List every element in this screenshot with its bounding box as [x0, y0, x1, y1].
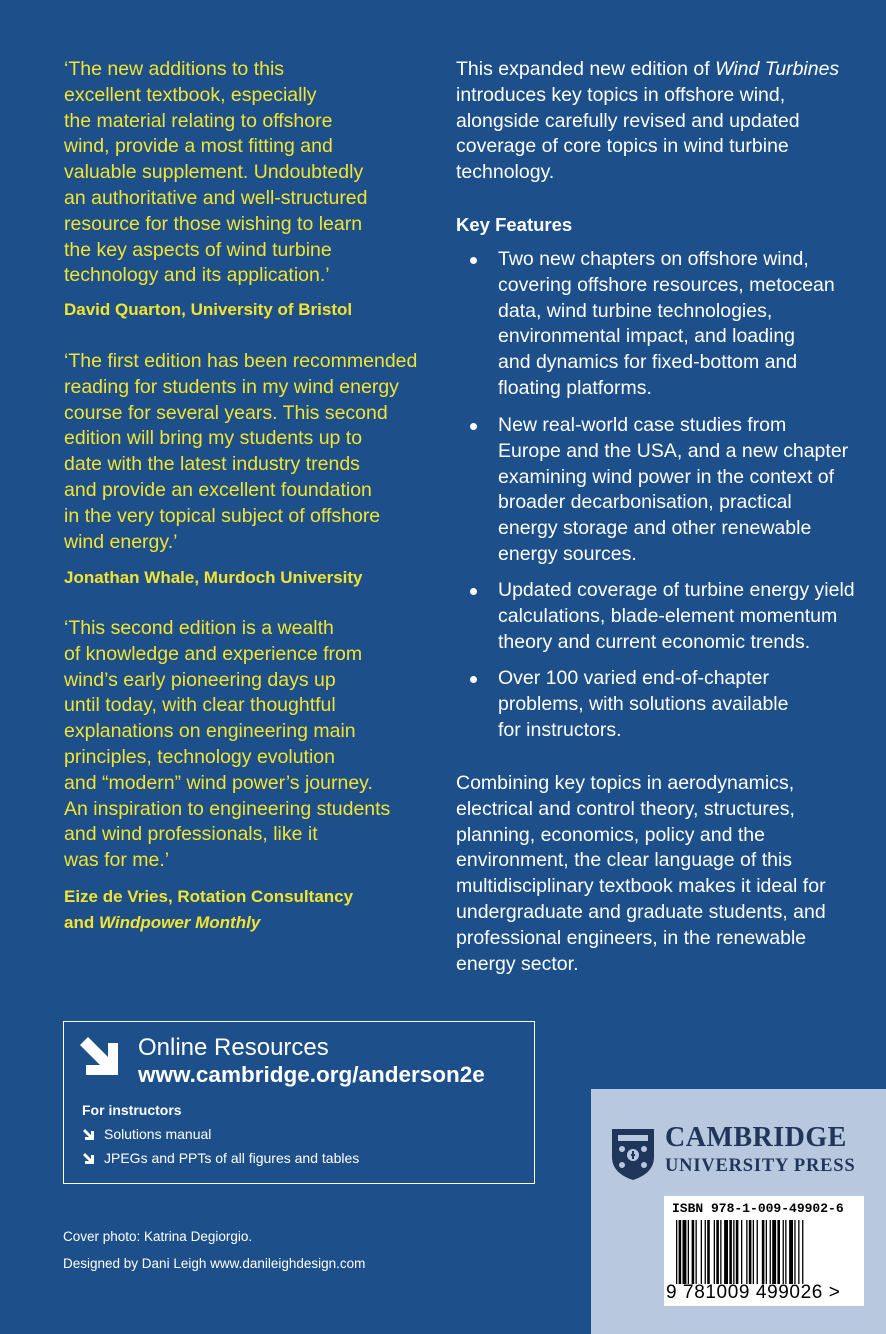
feature-line: data, wind turbine technologies,: [498, 299, 773, 322]
feature-line: calculations, blade-element momentum: [498, 604, 838, 627]
quote-line: valuable supplement. Undoubtedly: [64, 161, 364, 184]
intro-line: coverage of core topics in wind turbine: [456, 135, 789, 158]
quote-line: the key aspects of wind turbine: [64, 238, 332, 261]
arrow-down-right-icon: [82, 1152, 96, 1166]
resource-item: [82, 1150, 359, 1166]
isbn-text: ISBN 978-1-009-49902-6: [672, 1201, 844, 1216]
closing-line: multidisciplinary textbook makes it ideal for: [456, 875, 826, 898]
book-title: Wind Turbines: [715, 58, 840, 80]
quote-line: ‘The first edition has been recommended: [64, 350, 418, 372]
closing-line: energy sector.: [456, 952, 579, 975]
feature-text: [498, 666, 788, 743]
quote-line: technology and its application.’: [64, 264, 330, 287]
quote-2: [64, 349, 417, 555]
quote-2-attribution: Jonathan Whale, Murdoch University: [64, 568, 363, 587]
intro-line: alongside carefully revised and updated: [456, 109, 800, 132]
closing-paragraph: [456, 771, 826, 977]
closing-line: Combining key topics in aerodynamics,: [456, 772, 795, 794]
resources-url-link[interactable]: www.cambridge.org/anderson2e: [138, 1062, 485, 1087]
intro-prefix: This expanded new edition of: [456, 58, 716, 80]
arrow-down-right-icon: [82, 1128, 96, 1142]
attribution-line: Eize de Vries, Rotation Consultancy: [64, 887, 354, 906]
quote-line: and provide an excellent foundation: [64, 478, 372, 501]
quote-line: wind energy.’: [64, 530, 178, 553]
closing-line: planning, economics, policy and the: [456, 823, 765, 846]
quote-line: explanations on engineering main: [64, 720, 356, 743]
feature-line: energy storage and other renewable: [498, 517, 812, 540]
quote-line: date with the latest industry trends: [64, 453, 360, 476]
quote-line: wind, provide a most fitting and: [64, 135, 333, 158]
intro-line: introduces key topics in offshore wind,: [456, 83, 786, 106]
feature-line: and dynamics for fixed-bottom and: [498, 351, 798, 374]
feature-line: energy sources.: [498, 542, 637, 565]
feature-line: floating platforms.: [498, 376, 652, 399]
quote-line: and “modern” wind power’s journey.: [64, 771, 373, 794]
bullet-icon: [470, 676, 477, 683]
quote-line: principles, technology evolution: [64, 745, 336, 768]
feature-line: environmental impact, and loading: [498, 325, 796, 348]
magazine-title: Windpower Monthly: [98, 912, 261, 932]
quote-line: course for several years. This second: [64, 401, 388, 424]
cover-photo-credit: Cover photo: Katrina Degiorgio.: [63, 1229, 253, 1244]
feature-line: New real-world case studies from: [498, 414, 787, 436]
arrow-down-right-icon: [76, 1033, 124, 1081]
feature-line: problems, with solutions available: [498, 692, 789, 715]
feature-line: examining wind power in the context of: [498, 465, 835, 488]
feature-line: covering offshore resources, metocean: [498, 273, 835, 296]
quote-line: ‘The new additions to this: [64, 58, 285, 80]
quote-line: until today, with clear thoughtful: [64, 694, 336, 717]
resource-item-label: JPEGs and PPTs of all figures and tables: [104, 1150, 360, 1166]
quote-line: wind’s early pioneering days up: [64, 668, 336, 691]
bullet-icon: [470, 423, 477, 430]
quote-line: the material relating to offshore: [64, 109, 333, 132]
ean-number: 9 781009 499026 >: [666, 1282, 841, 1303]
publisher-name: CAMBRIDGE: [665, 1122, 847, 1153]
feature-line: for instructors.: [498, 718, 622, 741]
quote-line: edition will bring my students up to: [64, 427, 363, 450]
quote-line: in the very topical subject of offshore: [64, 504, 381, 527]
quote-line: excellent textbook, especially: [64, 83, 317, 106]
quote-line: reading for students in my wind energy: [64, 375, 399, 398]
feature-text: [498, 578, 855, 655]
attribution-prefix: and: [64, 912, 99, 932]
quote-line: ‘This second edition is a wealth: [64, 617, 334, 639]
feature-line: theory and current economic trends.: [498, 630, 811, 653]
closing-line: environment, the clear language of this: [456, 849, 793, 872]
closing-line: undergraduate and graduate students, and: [456, 900, 826, 923]
feature-text: [498, 247, 835, 402]
bullet-icon: [470, 588, 477, 595]
closing-line: professional engineers, in the renewable: [456, 926, 807, 949]
online-resources-box: [63, 1021, 535, 1184]
quote-line: An inspiration to engineering students: [64, 797, 391, 820]
barcode-icon: [676, 1220, 856, 1284]
intro-paragraph: [456, 57, 839, 186]
quote-1-attribution: David Quarton, University of Bristol: [64, 300, 353, 319]
intro-line: [456, 57, 839, 83]
feature-line: Updated coverage of turbine energy yield: [498, 579, 855, 601]
feature-line: broader decarbonisation, practical: [498, 491, 792, 514]
design-credit: Designed by Dani Leigh www.danileighdesign.com: [63, 1256, 366, 1271]
quote-line: resource for those wishing to learn: [64, 212, 363, 235]
intro-line: technology.: [456, 161, 555, 184]
quote-1: [64, 57, 368, 289]
key-features-heading: Key Features: [456, 214, 573, 235]
feature-line: Europe and the USA, and a new chapter: [498, 439, 849, 462]
publisher-subname: UNIVERSITY PRESS: [665, 1156, 856, 1176]
feature-line: Over 100 varied end-of-chapter: [498, 667, 769, 689]
feature-line: Two new chapters on offshore wind,: [498, 248, 809, 270]
resource-item-label: Solutions manual: [104, 1126, 212, 1142]
bullet-icon: [470, 257, 477, 264]
quote-3: [64, 616, 390, 874]
audience-label: For instructors: [82, 1102, 182, 1118]
cambridge-crest-icon: [610, 1127, 656, 1181]
quote-line: of knowledge and experience from: [64, 642, 363, 665]
online-resources-title: Online Resources: [138, 1034, 329, 1061]
closing-line: electrical and control theory, structures,: [456, 797, 795, 820]
attribution-line: [64, 910, 353, 936]
resource-item: [82, 1126, 211, 1142]
feature-text: [498, 413, 848, 568]
barcode-panel: [664, 1196, 864, 1306]
quote-line: and wind professionals, like it: [64, 823, 318, 846]
quote-line: an authoritative and well-structured: [64, 186, 368, 209]
quote-line: was for me.’: [64, 849, 170, 872]
quote-3-attribution: [64, 884, 353, 936]
